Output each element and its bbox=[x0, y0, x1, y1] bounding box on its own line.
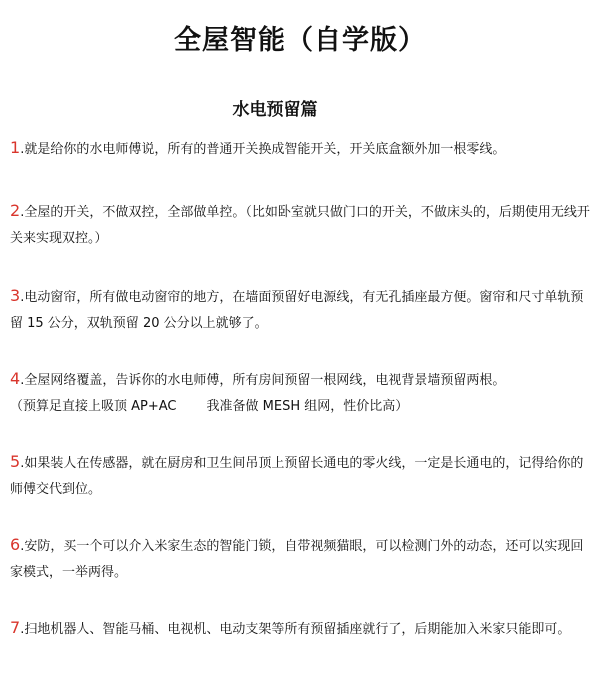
item-text: 就是给你的水电师傅说，所有的普通开关换成智能开关，开关底盒额外加一根零线。 bbox=[24, 142, 506, 157]
item-text: 扫地机器人、智能马桶、电视机、电动支架等所有预留插座就行了，后期能加入米家只能即可。 bbox=[24, 622, 571, 637]
item-number: 3 bbox=[10, 286, 21, 305]
list-item-2: 2.全屋的开关，不做双控，全部做单控。（比如卧室就只做门口的开关，不做床头的，后期使用无线开关来实现双控。） bbox=[10, 201, 590, 246]
item-number: 1 bbox=[10, 138, 21, 157]
list-item-7: 7.扫地机器人、智能马桶、电视机、电动支架等所有预留插座就行了，后期能加入米家只能即可。 bbox=[10, 618, 571, 637]
item-number: 5 bbox=[10, 452, 21, 471]
page-title: 全屋智能（自学版） bbox=[174, 25, 426, 56]
item-number: 4 bbox=[10, 369, 21, 388]
item-text: 全屋网络覆盖，告诉你的水电师傅，所有房间预留一根网线，电视背景墙预留两根。 bbox=[24, 373, 506, 388]
item-text: 全屋的开关，不做双控，全部做单控。（比如卧室就只做门口的开关，不做床头的，后期使用无线开关来实现双控。） bbox=[10, 205, 590, 246]
list-item-5: 5.如果装人在传感器，就在厨房和卫生间吊顶上预留长通电的零火线，一定是长通电的，记得给你的师傅交代到位。 bbox=[10, 452, 584, 497]
list-item-3: 3.电动窗帘，所有做电动窗帘的地方，在墙面预留好电源线，有无孔插座最方便。窗帘和尺寸单轨预留 15 公分，双轨预留 20 公分以上就够了。 bbox=[10, 286, 584, 331]
list-item-6: 6.安防，买一个可以介入米家生态的智能门锁，自带视频猫眼，可以检测门外的动态，还可以实现回家模式，一举两得。 bbox=[10, 535, 584, 580]
item-number: 7 bbox=[10, 618, 21, 637]
list-item-4: 4.全屋网络覆盖，告诉你的水电师傅，所有房间预留一根网线，电视背景墙预留两根。 （预算足直接上吸顶 AP+AC 我准备做 MESH 组网，性价比高） bbox=[10, 366, 590, 420]
item-text: 如果装人在传感器，就在厨房和卫生间吊顶上预留长通电的零火线，一定是长通电的，记得给你的师傅交代到位。 bbox=[10, 456, 584, 497]
item-note-a: （预算足直接上吸顶 AP+AC bbox=[10, 399, 177, 414]
section-subtitle: 水电预留篇 bbox=[232, 100, 318, 120]
item-text: 电动窗帘，所有做电动窗帘的地方，在墙面预留好电源线，有无孔插座最方便。窗帘和尺寸单轨预留 15 公分，双轨预留 20 公分以上就够了。 bbox=[10, 290, 584, 331]
item-text: 安防，买一个可以介入米家生态的智能门锁，自带视频猫眼，可以检测门外的动态，还可以实现回家模式，一举两得。 bbox=[10, 539, 584, 580]
item-note-b: 我准备做 MESH 组网，性价比高） bbox=[206, 399, 409, 414]
item-number: 6 bbox=[10, 535, 21, 554]
list-item-1: 1.就是给你的水电师傅说，所有的普通开关换成智能开关，开关底盒额外加一根零线。 bbox=[10, 138, 506, 157]
item-note bbox=[10, 394, 590, 420]
item-number: 2 bbox=[10, 201, 21, 220]
